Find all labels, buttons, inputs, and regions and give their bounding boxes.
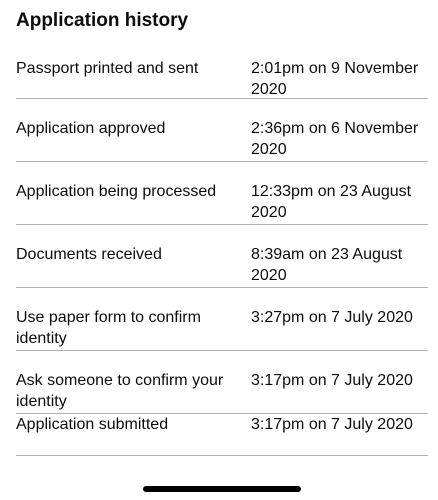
history-time: 2:01pm on 9 November 2020 <box>251 60 419 98</box>
history-time: 8:39am on 23 August 2020 <box>251 246 403 284</box>
history-event: Application approved <box>16 120 166 137</box>
history-row <box>16 288 428 351</box>
history-row <box>16 99 428 162</box>
history-time: 3:17pm on 7 July 2020 <box>251 372 413 389</box>
history-event: Application being processed <box>16 183 217 200</box>
application-history-page <box>16 0 428 456</box>
history-time: 3:17pm on 7 July 2020 <box>251 416 413 433</box>
history-row <box>16 162 428 225</box>
page-title: Application history <box>16 10 189 31</box>
history-event: Ask someone to confirm your identity <box>16 372 224 410</box>
history-list <box>16 36 428 456</box>
history-event: Use paper form to confirm identity <box>16 309 201 347</box>
history-row <box>16 36 428 99</box>
history-event: Passport printed and sent <box>16 60 199 77</box>
home-indicator[interactable] <box>143 486 301 492</box>
history-event: Documents received <box>16 246 162 263</box>
history-time: 2:36pm on 6 November 2020 <box>251 120 419 158</box>
history-row <box>16 351 428 414</box>
history-time: 12:33pm on 23 August 2020 <box>251 183 412 221</box>
history-row <box>16 225 428 288</box>
history-row <box>16 414 428 456</box>
history-time: 3:27pm on 7 July 2020 <box>251 309 413 326</box>
history-event: Application submitted <box>16 416 169 433</box>
